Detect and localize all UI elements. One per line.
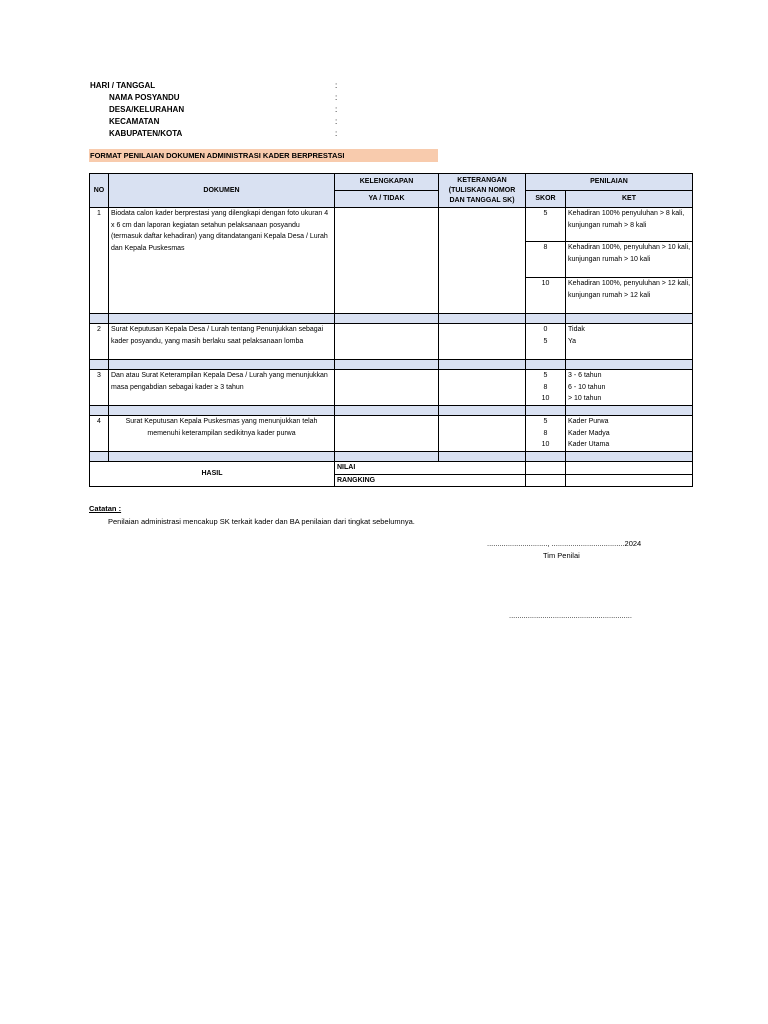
ket-value: > 10 tahun [568,395,602,402]
row-1-skor-b: 8 [526,242,566,278]
skor-value: 8 [543,429,548,437]
row-1-skor-a: 5 [526,208,566,242]
field-kabupaten-kota [90,128,337,140]
nilai-ket-cell [566,462,693,475]
row-4-no: 4 [90,416,109,452]
form-title-banner: FORMAT PENILAIAN DOKUMEN ADMINISTRASI KADER BERPRESTASI [89,149,438,162]
row-2-keterangan [439,324,526,360]
spacer-row [90,314,693,324]
field-colon: : [335,81,338,90]
row-1-ket-b: Kehadiran 100%, penyuluhan > 10 kali, kunjungan rumah > 10 kali [566,242,693,278]
spacer-row [90,406,693,416]
spacer-row [90,360,693,370]
keterangan-line-3: DAN TANGGAL SK) [449,196,515,204]
row-3-ket [566,370,693,406]
ket-value: 6 - 10 tahun [568,383,606,391]
row-2-dokumen: Surat Keputusan Kepala Desa / Lurah tentang Penunjukkan sebagai kader posyandu, yang masih berlaku saat pelaksanaan lomba [109,324,335,360]
ket-value: 3 - 6 tahun [568,372,602,379]
field-label: KABUPATEN/KOTA [109,129,183,138]
rangking-ket-cell [566,474,693,487]
signature-role: Tim Penilai [543,551,580,560]
skor-value: 5 [543,418,548,425]
col-header-skor: SKOR [526,191,566,208]
nilai-label: NILAI [335,462,526,475]
col-header-kelengkapan: KELENGKAPAN [335,174,439,191]
signature-name-line: ........................................................... [509,611,632,620]
field-colon: : [335,117,338,126]
skor-value: 0 [543,326,548,333]
row-4-dokumen: Surat Keputusan Kepala Puskesmas yang menunjukkan telah memenuhi keterampilan sedikitnya kader purwa [109,416,335,452]
field-colon: : [335,129,338,138]
field-hari-tanggal [90,80,337,92]
row-1-ket-a: Kehadiran 100% penyuluhan > 8 kali, kunjungan rumah > 8 kali [566,208,693,242]
ket-value: Kader Madya [568,429,610,437]
row-3-dokumen: Dan atau Surat Keterampilan Kepala Desa / Lurah yang menunjukkan masa pengabdian sebagai kader ≥ 3 tahun [109,370,335,406]
col-header-no: NO [90,174,109,208]
row-2-no: 2 [90,324,109,360]
skor-value: 10 [541,441,550,448]
ket-value: Kader Utama [568,441,610,448]
field-label: DESA/KELURAHAN [109,105,185,114]
row-4-keterangan [439,416,526,452]
keterangan-line-1: KETERANGAN [457,176,507,184]
field-nama-posyandu [90,92,337,104]
field-kecamatan [90,116,337,128]
row-3-skor [526,370,566,406]
row-4-kelengkapan [335,416,439,452]
field-colon: : [335,105,338,114]
notes-title: Catatan : [89,504,122,513]
row-3-keterangan [439,370,526,406]
rangking-label: RANGKING [335,474,526,487]
row-1-ket-c: Kehadiran 100%, penyuluhan > 12 kali, kunjungan rumah > 12 kali [566,278,693,314]
row-2-skor [526,324,566,360]
row-2-ket [566,324,693,360]
row-3-no: 3 [90,370,109,406]
assessment-table [89,173,693,487]
col-header-ket: KET [566,191,693,208]
field-desa-kelurahan [90,104,337,116]
col-header-ya-tidak: YA / TIDAK [335,191,439,208]
row-1-dokumen: Biodata calon kader berprestasi yang dilengkapi dengan foto ukuran 4 x 6 cm dan laporan kegiatan setahun pelaksanaan posyandu (termasuk daftar kehadiran) yang ditandatangani Kepala Desa / Lurah dan Kepala Puskesmas [109,208,335,314]
keterangan-line-2: (TULISKAN NOMOR [448,186,516,194]
notes-section [89,504,415,526]
skor-value: 10 [541,395,550,402]
col-header-keterangan [439,174,526,208]
ket-value: Ya [568,337,577,345]
field-label: KECAMATAN [109,117,160,126]
row-2-kelengkapan [335,324,439,360]
notes-body: Penilaian administrasi mencakup SK terkait kader dan BA penilaian dari tingkat sebelumnya. [108,517,415,526]
ket-value: Tidak [568,326,585,333]
row-4-ket [566,416,693,452]
field-label: NAMA POSYANDU [109,93,180,102]
spacer-row [90,452,693,462]
header-fields [90,80,337,140]
row-1-keterangan [439,208,526,314]
skor-value: 5 [543,372,548,379]
nilai-skor-cell [526,462,566,475]
ket-value: Kader Purwa [568,418,609,425]
field-colon: : [335,93,338,102]
skor-value: 5 [543,337,548,345]
row-4-skor [526,416,566,452]
rangking-skor-cell [526,474,566,487]
skor-value: 8 [543,383,548,391]
field-label: HARI / TANGGAL [90,81,156,90]
row-1-kelengkapan [335,208,439,314]
col-header-dokumen: DOKUMEN [109,174,335,208]
row-1-no: 1 [90,208,109,314]
row-3-kelengkapan [335,370,439,406]
signature-date-line: ............................., ...................................2024 [487,539,642,548]
row-1-skor-c: 10 [526,278,566,314]
col-header-penilaian: PENILAIAN [526,174,693,191]
hasil-label: HASIL [90,462,335,487]
